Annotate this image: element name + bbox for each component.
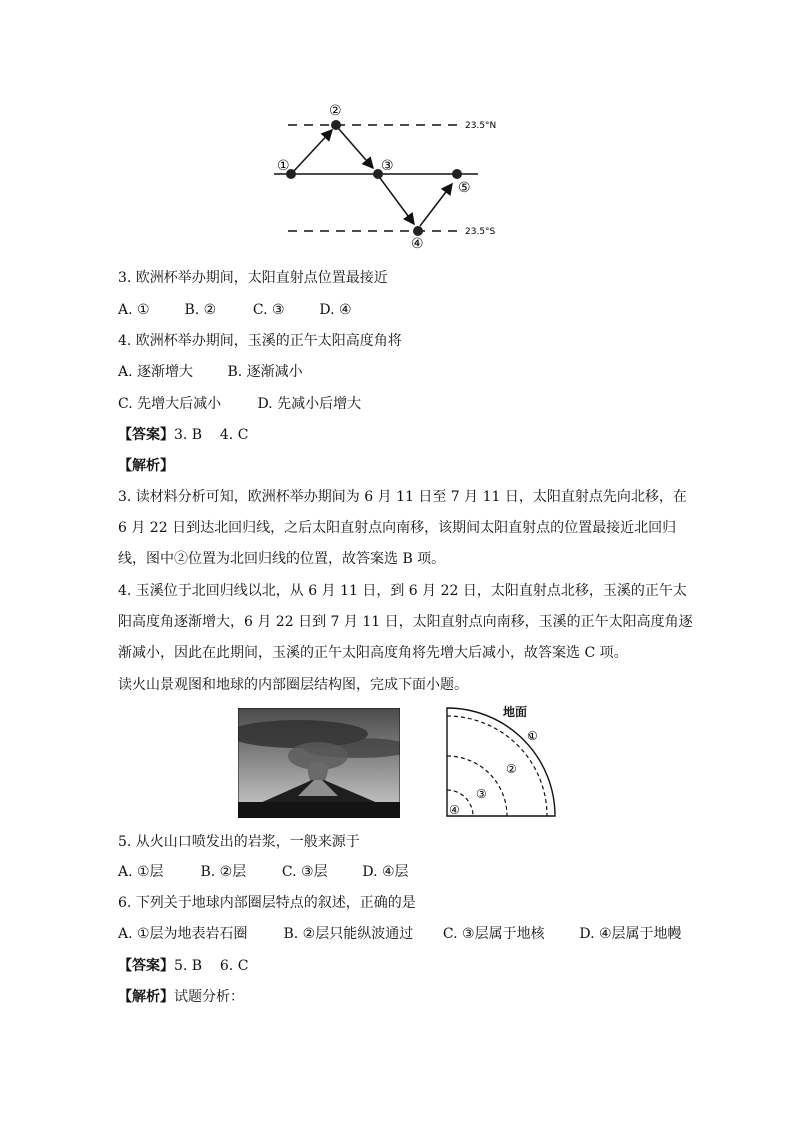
q5-option-a: A. ①层 (118, 864, 164, 880)
q4-option-c: C. 先增大后减小 (118, 396, 222, 412)
analysis-2-label: 【解析】 (118, 989, 174, 1005)
earth-layers-diagram (445, 704, 561, 820)
sun-point-diagram (260, 98, 520, 250)
analysis-1-label: 【解析】 (118, 458, 174, 474)
explanation-line-3: 线，图中②位置为北回归线的位置，故答案选 B 项。 (118, 551, 446, 567)
q5-option-d: D. ④层 (362, 864, 409, 880)
analysis-2-text: 试题分析： (174, 989, 244, 1005)
question-4-options-row2 (118, 394, 361, 414)
explanation-line-2: 6 月 22 日到达北回归线，之后太阳直射点向南移，该期间太阳直射点的位置最接近北回归 (118, 520, 677, 536)
marker-label-3: ③ (381, 158, 394, 174)
answer-2 (118, 956, 248, 976)
question-5-stem: 5. 从火山口喷发出的岩浆，一般来源于 (118, 834, 360, 850)
explanation-line-4: 4. 玉溪位于北回归线以北，从 6 月 11 日，到 6 月 22 日，太阳直射点北移，玉溪的正午太 (118, 583, 687, 599)
layer-label-1: ① (527, 729, 538, 743)
point-4 (413, 226, 423, 236)
q4-option-d: D. 先减小后增大 (257, 396, 362, 412)
marker-label-1: ① (277, 158, 290, 174)
label-23-5-n: 23.5°N (465, 121, 497, 131)
q6-option-c: C. ③层属于地核 (442, 926, 545, 942)
q3-option-c: C. ③ (252, 302, 285, 318)
question-6-options (118, 924, 682, 944)
volcano-photo (238, 708, 400, 818)
q4-option-b: B. 逐渐减小 (227, 364, 303, 380)
explanation-line-5: 阳高度角逐渐增大，6 月 22 日到 7 月 11 日，太阳直射点向南移，玉溪的正午太阳高度角逐 (118, 614, 693, 630)
point-2 (331, 120, 341, 130)
explanation-line-1: 3. 读材料分析可知，欧洲杯举办期间为 6 月 11 日至 7 月 11 日，太阳直射点先向北移，在 (118, 489, 687, 505)
answer-1-text: 3. B 4. C (174, 427, 249, 443)
layer-label-3: ③ (476, 787, 487, 801)
answer-1-label: 【答案】 (118, 427, 174, 443)
q3-option-b: B. ② (184, 302, 217, 318)
q6-option-d: D. ④层属于地幔 (579, 926, 682, 942)
q4-option-a: A. 逐渐增大 (118, 364, 194, 380)
q6-option-b: B. ②层只能纵波通过 (283, 926, 414, 942)
q6-option-a: A. ①层为地表岩石圈 (118, 926, 248, 942)
question-5-options (118, 862, 409, 882)
point-5 (452, 169, 462, 179)
question-3-stem: 3. 欧洲杯举办期间，太阳直射点位置最接近 (118, 270, 388, 286)
question-3-options (118, 300, 352, 320)
q3-option-a: A. ① (118, 302, 150, 318)
explanation-line-6: 渐减小，因此在此期间，玉溪的正午太阳高度角将先增大后减小，故答案选 C 项。 (118, 645, 628, 661)
answer-1 (118, 425, 248, 445)
answer-2-text: 5. B 6. C (174, 958, 249, 974)
surface-label: 地面 (503, 705, 528, 719)
answer-2-label: 【答案】 (118, 958, 174, 974)
q3-option-d: D. ④ (319, 302, 352, 318)
label-23-5-s: 23.5°S (465, 227, 496, 237)
question-4-options-row1 (118, 362, 303, 382)
layer-label-4: ④ (449, 803, 460, 817)
question-4-stem: 4. 欧洲杯举办期间，玉溪的正午太阳高度角将 (118, 333, 402, 349)
marker-label-4: ④ (411, 236, 424, 250)
q5-option-b: B. ②层 (200, 864, 247, 880)
q5-option-c: C. ③层 (281, 864, 328, 880)
marker-label-5: ⑤ (458, 180, 471, 196)
intro-2: 读火山景观图和地球的内部圈层结构图，完成下面小题。 (118, 677, 468, 693)
analysis-2 (118, 987, 244, 1007)
marker-label-2: ② (329, 103, 342, 119)
layer-label-2: ② (506, 762, 517, 776)
question-6-stem: 6. 下列关于地球内部圈层特点的叙述，正确的是 (118, 895, 416, 911)
